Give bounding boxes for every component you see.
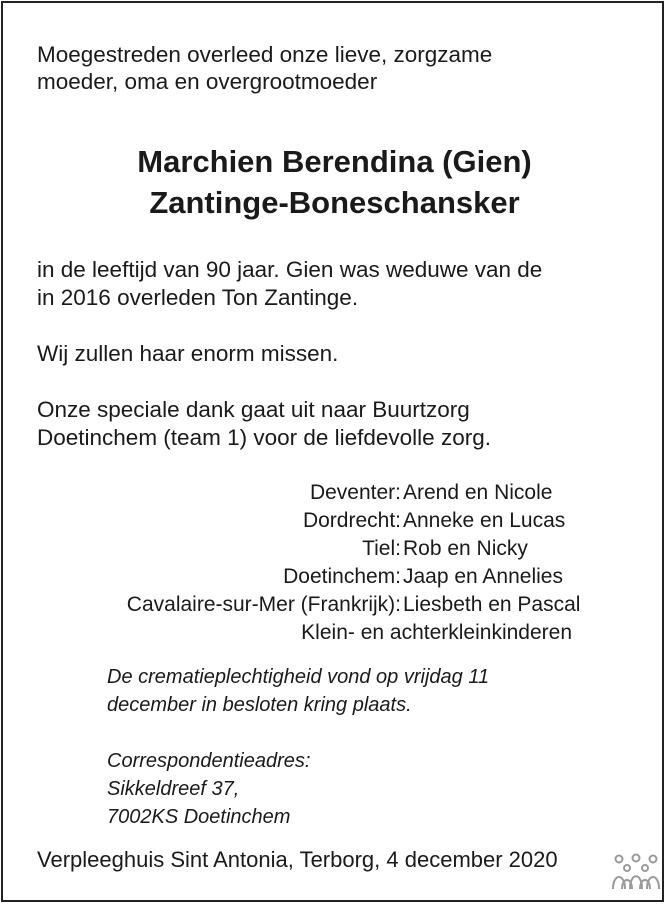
grandchildren-row: [3, 619, 666, 647]
ceremony-line-2: december in besloten kring plaats.: [107, 694, 412, 716]
obituary-card: [1, 1, 664, 902]
family-names: Jaap en Annelies: [403, 565, 563, 588]
age-line-1: in de leeftijd van 90 jaar. Gien was weduwe van de: [37, 257, 543, 282]
ceremony-line-1: De crematieplechtigheid vond op vrijdag 11: [107, 666, 490, 688]
family-place: Tiel:: [362, 537, 401, 560]
family-row: [3, 563, 666, 591]
age-line-2: in 2016 overleden Ton Zantinge.: [37, 285, 359, 310]
family-row: [3, 591, 666, 619]
deceased-name-line-2: Zantinge-Boneschansker: [149, 185, 520, 220]
correspondence-city: 7002KS Doetinchem: [107, 806, 291, 828]
deceased-name-line-1: Marchien Berendina (Gien): [137, 144, 532, 179]
correspondence-label: Correspondentieadres:: [107, 750, 311, 772]
family-group-icon: [611, 853, 661, 893]
miss-text: Wij zullen haar enorm missen.: [37, 341, 339, 366]
correspondence-street: Sikkeldreef 37,: [107, 778, 240, 800]
family-names: Arend en Nicole: [403, 481, 553, 504]
family-names: Rob en Nicky: [403, 537, 528, 560]
family-row: [3, 535, 666, 563]
family-place: Dordrecht:: [302, 509, 401, 532]
grandchildren-text: Klein- en achterkleinkinderen: [301, 621, 572, 644]
age-paragraph: [37, 256, 647, 312]
thanks-line-2: Doetinchem (team 1) voor de liefdevolle zorg.: [37, 425, 491, 450]
footer-place-date: Verpleeghuis Sint Antonia, Terborg, 4 december 2020: [37, 847, 558, 872]
intro-text: [37, 41, 637, 95]
family-place: Cavalaire-sur-Mer (Frankrijk):: [126, 593, 401, 616]
family-names: Anneke en Lucas: [403, 509, 566, 532]
intro-line-1: Moegestreden overleed onze lieve, zorgzame: [37, 42, 493, 67]
thanks-paragraph: [37, 396, 647, 452]
intro-line-2: moeder, oma en overgrootmoeder: [37, 69, 378, 94]
family-row: [3, 479, 666, 507]
ceremony-text: [107, 663, 627, 719]
correspondence-address: [107, 747, 627, 831]
family-names: Liesbeth en Pascal: [403, 593, 581, 616]
family-place: Deventer:: [309, 481, 401, 504]
deceased-name: [3, 141, 666, 223]
family-place: Doetinchem:: [283, 565, 401, 588]
thanks-line-1: Onze speciale dank gaat uit naar Buurtzorg: [37, 397, 470, 422]
family-row: [3, 507, 666, 535]
